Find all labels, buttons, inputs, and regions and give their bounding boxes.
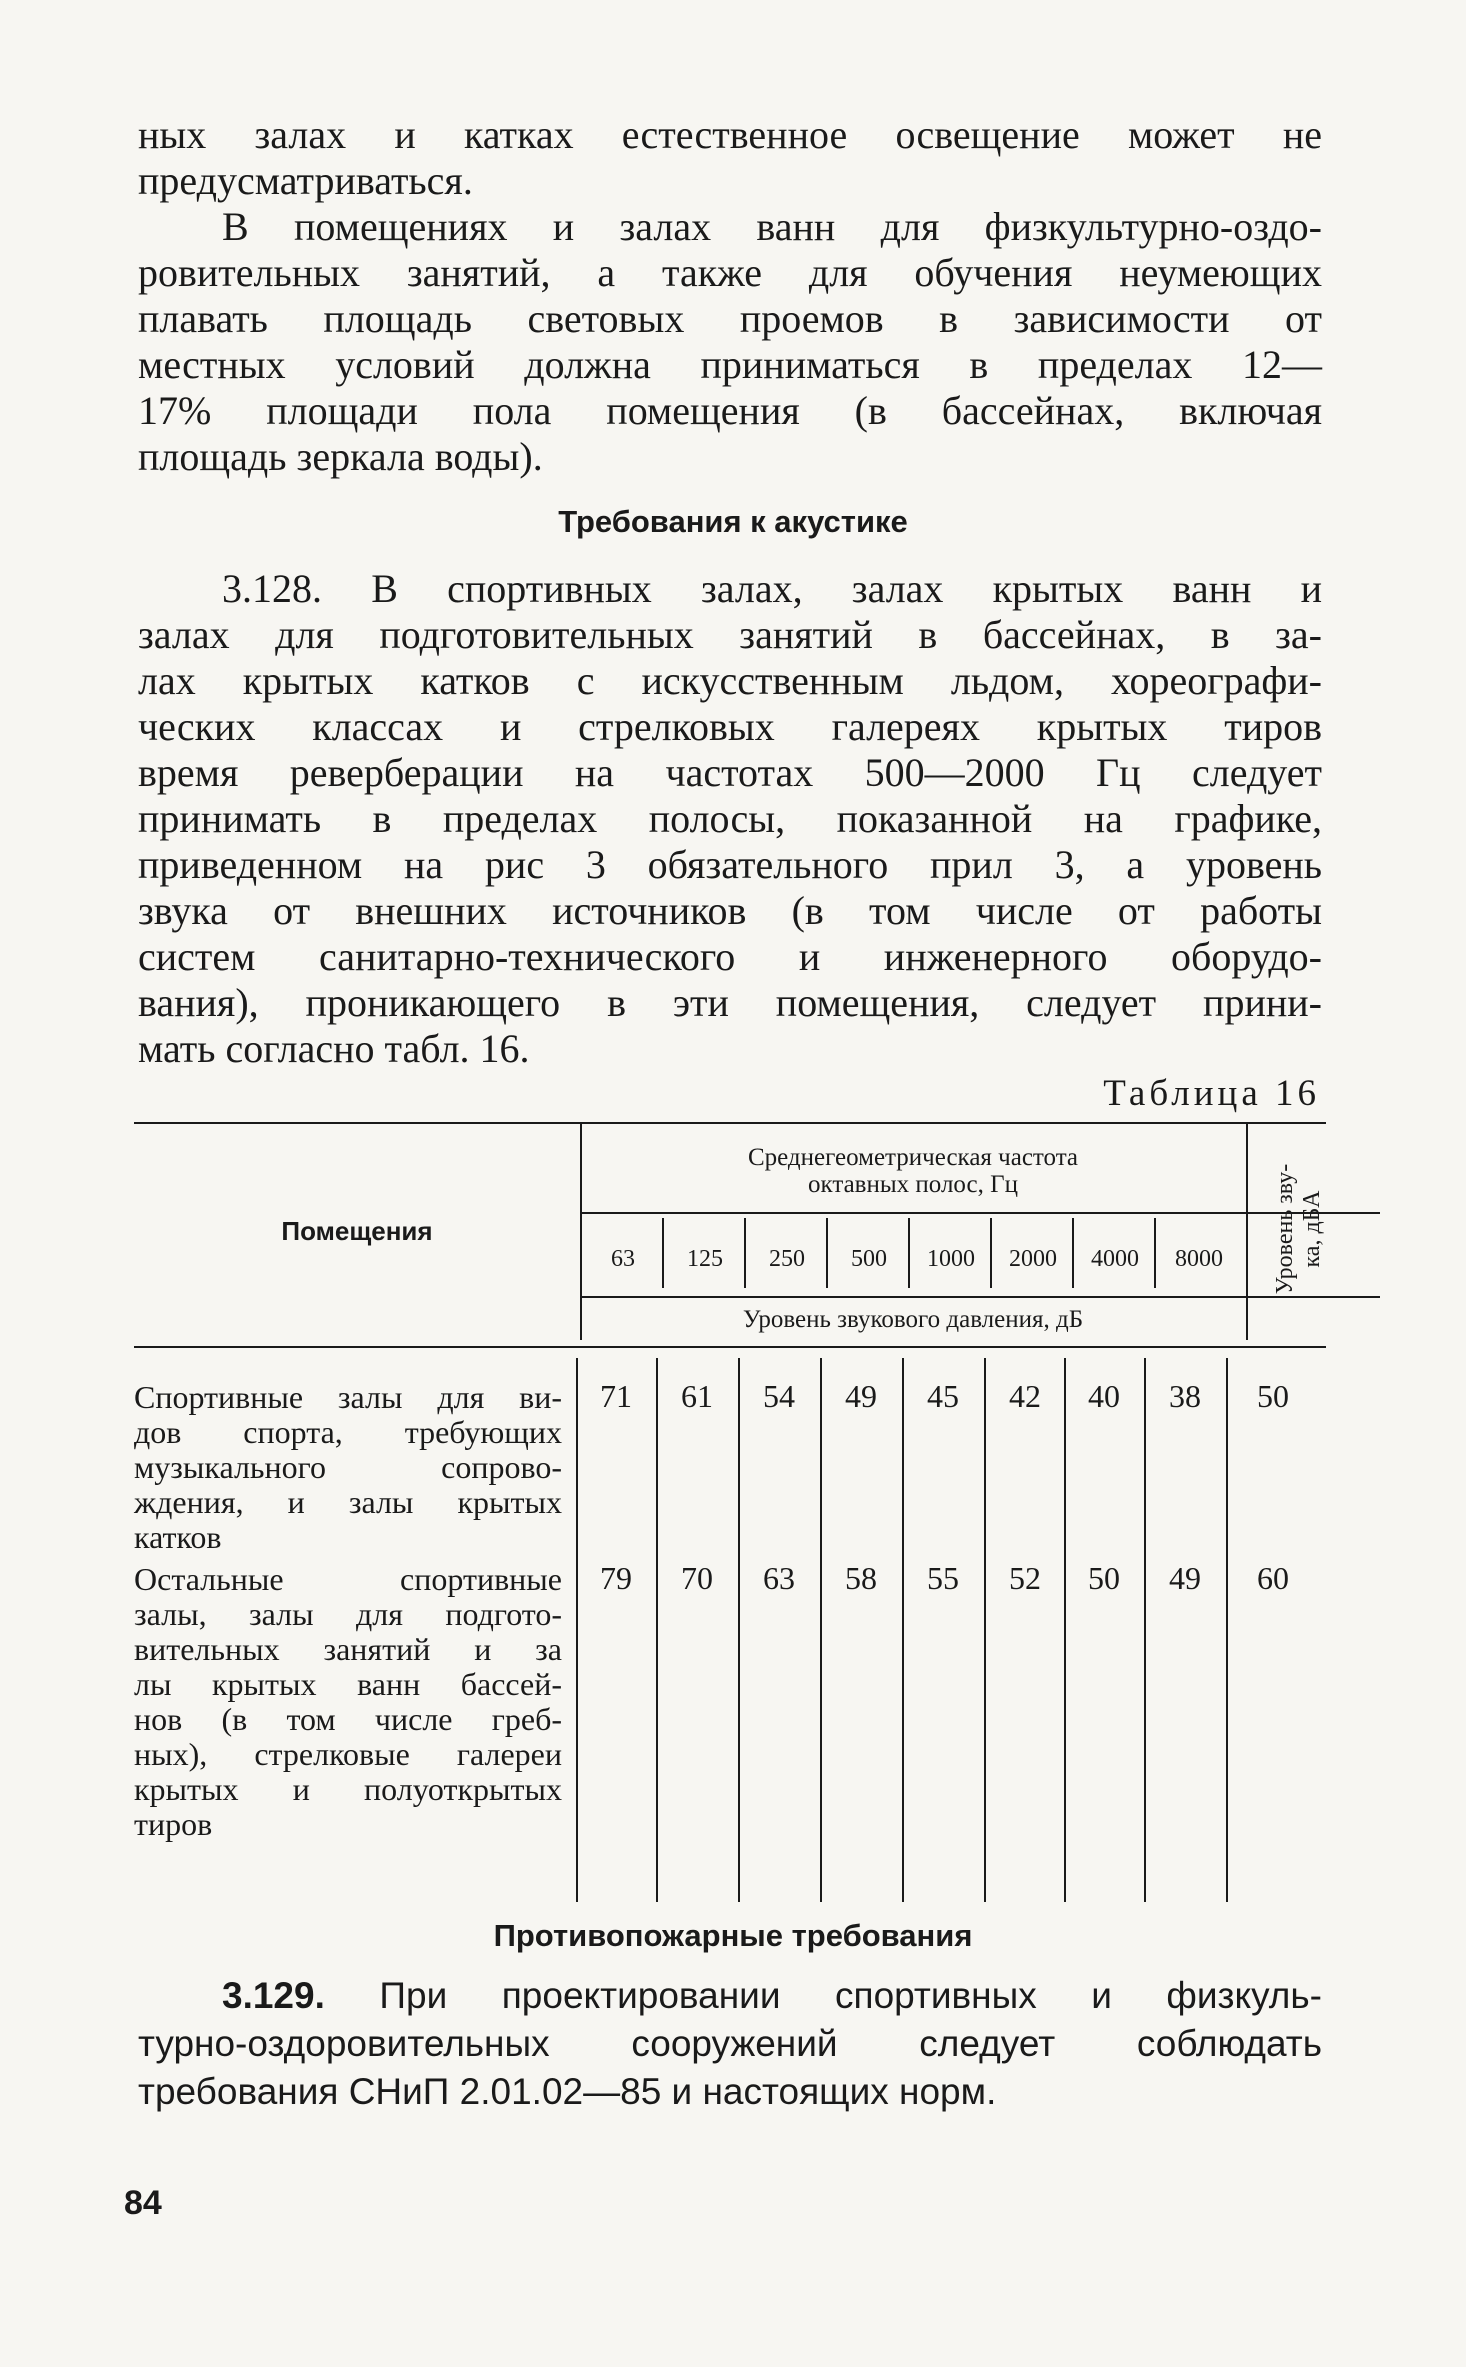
table-cell-level: 50: [1257, 1378, 1289, 1414]
body-column-divider: [1064, 1358, 1066, 1902]
rooms-header: Помещения: [281, 1216, 433, 1246]
table-cell: 70: [681, 1560, 713, 1596]
paragraph-3-128: [138, 566, 1322, 1072]
text-line: ных), стрелковые галереи: [134, 1736, 562, 1772]
text-line: время реверберации на частотах 500—2000 Гц следует: [138, 750, 1322, 795]
text-line: вания), проникающего в эти помещения, следует прини-: [138, 980, 1322, 1025]
freq-label: 63: [611, 1246, 635, 1272]
paragraph-continuation: [138, 112, 1322, 204]
level-header-line: ка, дБА: [1299, 1190, 1325, 1268]
text-line: лы крытых ванн бассей-: [134, 1666, 562, 1702]
text-line: систем санитарно-технического и инженерного оборудо-: [138, 934, 1322, 979]
freq-values-rule: [580, 1296, 1380, 1298]
table-cell: 58: [845, 1560, 877, 1596]
text-line: турно-оздоровительных сооружений следует соблюдать: [138, 2023, 1322, 2064]
page-number: 84: [124, 2184, 162, 2222]
text-line: залы, залы для подгото-: [134, 1596, 562, 1632]
body-column-divider: [984, 1358, 986, 1902]
freq-label: 4000: [1091, 1246, 1139, 1272]
freq-divider: [1072, 1218, 1074, 1288]
table-row-name: [134, 1380, 562, 1555]
text-line: лах крытых катков с искусственным льдом, хореографи-: [138, 658, 1322, 703]
freq-label: 125: [687, 1246, 723, 1272]
text-line: тиров: [134, 1806, 213, 1842]
table-cell: 52: [1009, 1560, 1041, 1596]
freq-label: 2000: [1009, 1246, 1057, 1272]
header-bottom-rule: [134, 1346, 1326, 1348]
freq-label: 500: [851, 1246, 887, 1272]
table-top-rule: [134, 1122, 1326, 1124]
section-heading-fire: Противопожарные требования: [493, 1918, 973, 1953]
freq-divider: [908, 1218, 910, 1288]
paragraph-3-129: [138, 1972, 1322, 2116]
text-line: дов спорта, требующих: [134, 1414, 562, 1450]
table-cell: 63: [763, 1560, 795, 1596]
text-line: приведенном на рис 3 обязательного прил 3, а уровень: [138, 842, 1322, 887]
pressure-header: Уровень звукового давления, дБ: [742, 1306, 1084, 1333]
text-line: нов (в том числе греб-: [134, 1701, 562, 1737]
table-row-name: [134, 1562, 562, 1842]
text-line: местных условий должна приниматься в пределах 12—: [138, 342, 1322, 387]
text-line: предусматриваться.: [138, 158, 473, 203]
body-column-divider: [576, 1358, 578, 1902]
text-line: Спортивные залы для ви-: [134, 1379, 562, 1415]
table-cell: 45: [927, 1378, 959, 1414]
freq-group-rule: [580, 1212, 1380, 1214]
table-cell: 61: [681, 1378, 713, 1414]
freq-header-line: Среднегеометрическая частота: [747, 1144, 1079, 1171]
paragraph-lighting: [138, 204, 1322, 480]
text-line: крытых и полуоткрытых: [134, 1771, 562, 1807]
freq-label: 1000: [927, 1246, 975, 1272]
text-line: мать согласно табл. 16.: [138, 1026, 530, 1071]
table-cell: 55: [927, 1560, 959, 1596]
body-column-divider: [1226, 1358, 1228, 1902]
text-line: звука от внешних источников (в том числе от работы: [138, 888, 1322, 933]
table-cell: 49: [1169, 1560, 1201, 1596]
table-caption: Таблица 16: [1103, 1073, 1320, 1114]
freq-header-line: октавных полос, Гц: [808, 1171, 1018, 1198]
body-column-divider: [902, 1358, 904, 1902]
table-cell: 38: [1169, 1378, 1201, 1414]
freq-divider: [990, 1218, 992, 1288]
text-line: Остальные спортивные: [134, 1561, 562, 1597]
table-cell: 54: [763, 1378, 795, 1414]
table-cell: 42: [1009, 1378, 1041, 1414]
text-line: требования СНиП 2.01.02—85 и настоящих норм.: [138, 2071, 997, 2112]
text-line: 17% площади пола помещения (в бассейнах, включая: [138, 388, 1322, 433]
table-cell-level: 60: [1257, 1560, 1289, 1596]
freq-divider: [826, 1218, 828, 1288]
text-line: ных залах и катках естественное освещение может не: [138, 112, 1322, 157]
text-line: [138, 1972, 1322, 2020]
level-column-divider: [1246, 1122, 1248, 1340]
table-cell: 79: [600, 1560, 632, 1596]
text-line: вительных занятий и за: [134, 1631, 562, 1667]
level-header-line: Уровень зву-: [1272, 1163, 1298, 1295]
table-cell: 50: [1088, 1560, 1120, 1596]
text-line: ческих классах и стрелковых галереях крытых тиров: [138, 704, 1322, 749]
text-line: принимать в пределах полосы, показанной на графике,: [138, 796, 1322, 841]
body-column-divider: [656, 1358, 658, 1902]
text-line: 3.128. В спортивных залах, залах крытых ванн и: [222, 566, 1322, 611]
text-line: музыкального сопрово-: [134, 1449, 562, 1485]
table-cell: 71: [600, 1378, 632, 1414]
text-line: залах для подготовительных занятий в бассейнах, в за-: [138, 612, 1322, 657]
body-column-divider: [1144, 1358, 1146, 1902]
freq-divider: [744, 1218, 746, 1288]
section-heading-acoustics: Требования к акустике: [558, 504, 908, 539]
freq-divider: [662, 1218, 664, 1288]
text-line: В помещениях и залах ванн для физкультурно-оздо-: [222, 204, 1322, 249]
table-cell: 40: [1088, 1378, 1120, 1414]
body-column-divider: [820, 1358, 822, 1902]
table-16: [134, 1122, 1326, 1902]
freq-label: 250: [769, 1246, 805, 1272]
level-header: [1272, 1134, 1326, 1324]
text-line: ждения, и залы крытых: [134, 1484, 562, 1520]
freq-label: 8000: [1175, 1246, 1223, 1272]
text-line: плавать площадь световых проемов в зависимости от: [138, 296, 1322, 341]
text-line: площадь зеркала воды).: [138, 434, 543, 479]
text-line: ровительных занятий, а также для обучения неумеющих: [138, 250, 1322, 295]
table-cell: 49: [845, 1378, 877, 1414]
freq-divider: [1154, 1218, 1156, 1288]
clause-number: 3.129.: [222, 1975, 325, 2016]
text-fragment: При проектировании спортивных и физкуль-: [324, 1975, 1322, 2016]
body-column-divider: [738, 1358, 740, 1902]
freq-header: [580, 1144, 1246, 1198]
text-line: катков: [134, 1519, 222, 1555]
